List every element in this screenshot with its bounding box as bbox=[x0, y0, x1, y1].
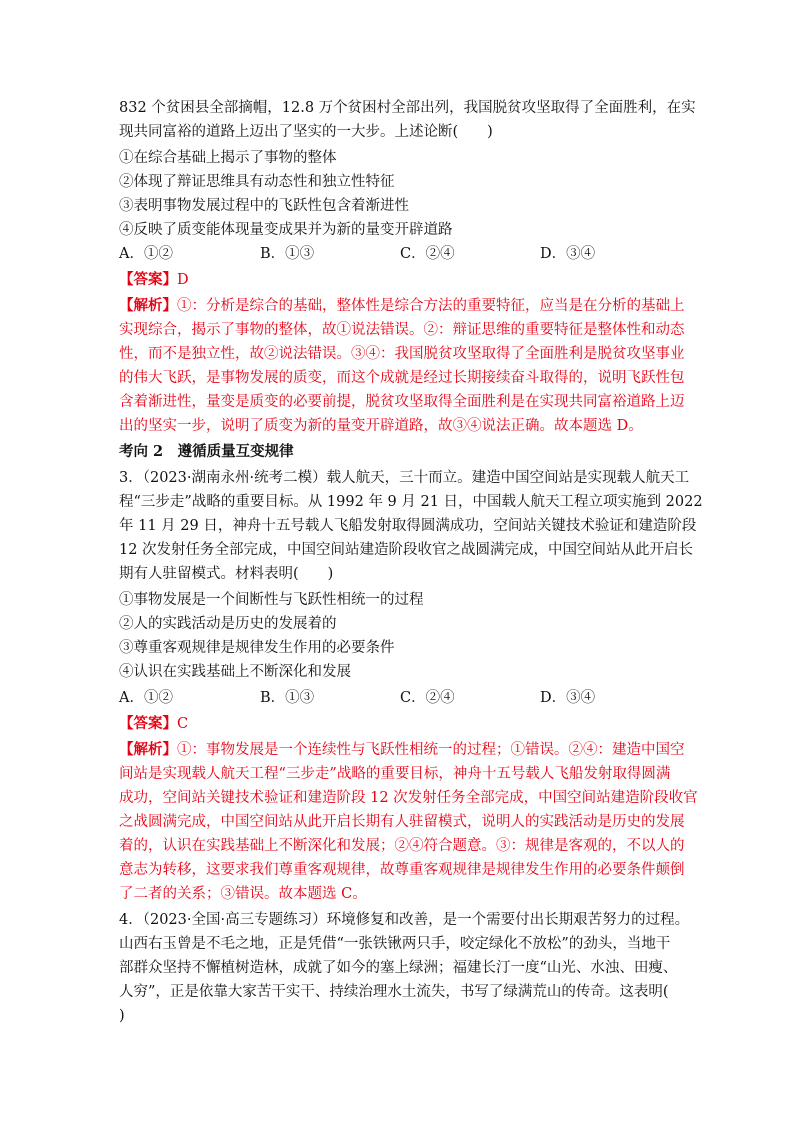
q3-item-1: ①事物发展是一个间断性与飞跃性相统一的过程 bbox=[119, 592, 424, 608]
q2-analysis-line-5: 含着渐进性，量变是质变的必要前提，脱贫攻坚取得全面胜利是在实现共同富裕道路上迈 bbox=[119, 394, 685, 410]
q3-option-a: A．①② bbox=[119, 690, 173, 706]
q2-answer-value: D bbox=[177, 272, 189, 288]
q3-answer-value: C bbox=[177, 716, 189, 732]
q2-option-c: C．②④ bbox=[400, 246, 455, 262]
q3-option-d: D．③④ bbox=[540, 690, 596, 706]
q4-stem-line-3: 部群众坚持不懈植树造林，成就了如今的塞上绿洲；福建长汀一度“山光、水浊、田瘦、 bbox=[119, 960, 678, 976]
q2-analysis-line-3: 性，而不是独立性，故②说法错误。③④：我国脱贫攻坚取得了全面胜利是脱贫攻坚事业 bbox=[119, 346, 685, 362]
q3-item-2: ②人的实践活动是历史的发展着的 bbox=[119, 616, 337, 632]
section-heading: 考向 2 遵循质量互变规律 bbox=[119, 443, 294, 460]
q2-answer bbox=[119, 270, 189, 290]
q2-analysis-text-1: ①：分析是综合的基础，整体性是综合方法的重要特征，应当是在分析的基础上 bbox=[177, 298, 685, 314]
q2-analysis-line-2: 实现综合，揭示了事物的整体，故①说法错误。②：辩证思维的重要特征是整体性和动态 bbox=[119, 322, 685, 338]
q2-item-2: ②体现了辩证思维具有动态性和独立性特征 bbox=[119, 174, 395, 190]
q2-analysis-line-6: 出的坚实一步，说明了质变为新的量变开辟道路，故③④说法正确。故本题选 D。 bbox=[119, 418, 643, 434]
q3-answer-tag: 【答案】 bbox=[119, 715, 177, 732]
q2-option-d: D．③④ bbox=[540, 246, 596, 262]
q2-option-b: B．①③ bbox=[260, 246, 315, 262]
q3-analysis-line-1 bbox=[119, 740, 685, 760]
q3-analysis-line-3: 成功，空间站关键技术验证和建造阶段 12 次发射任务全部完成，中国空间站建造阶段收官 bbox=[119, 790, 698, 806]
q2-item-1: ①在综合基础上揭示了事物的整体 bbox=[119, 150, 337, 166]
q3-item-3: ③尊重客观规律是规律发生作用的必要条件 bbox=[119, 640, 395, 656]
q4-stem-line-2: 山西右玉曾是不毛之地，正是凭借“一张铁锹两只手，咬定绿化不放松”的劲头，当地干 bbox=[119, 936, 671, 952]
q2-stem-line-1: 832 个贫困县全部摘帽，12.8 万个贫困村全部出列，我国脱贫攻坚取得了全面胜利，在实 bbox=[119, 100, 696, 116]
q2-stem-line-2: 现共同富裕的道路上迈出了坚实的一大步。上述论断( ) bbox=[119, 124, 493, 140]
q3-answer bbox=[119, 714, 188, 734]
q3-item-4: ④认识在实践基础上不断深化和发展 bbox=[119, 664, 351, 680]
q4-stem-line-5: ) bbox=[119, 1008, 125, 1024]
q3-analysis-line-7: 了二者的关系；③错误。故本题选 C。 bbox=[119, 886, 367, 902]
q3-option-b: B．①③ bbox=[260, 690, 315, 706]
q3-analysis-tag: 【解析】 bbox=[119, 741, 177, 758]
q3-stem-line-1: 3．（2023·湖南永州·统考二模）载人航天，三十而立。建造中国空间站是实现载人航天工 bbox=[119, 470, 690, 486]
q2-item-3: ③表明事物发展过程中的飞跃性包含着渐进性 bbox=[119, 198, 409, 214]
q3-options bbox=[119, 688, 683, 708]
q2-option-a: A．①② bbox=[119, 246, 173, 262]
q3-stem-line-5: 期有人驻留模式。材料表明( ) bbox=[119, 566, 334, 582]
q3-stem-line-3: 年 11 月 29 日，神舟十五号载人飞船发射取得圆满成功，空间站关键技术验证和建造阶段 bbox=[119, 518, 697, 534]
q2-analysis-line-4: 的伟大飞跃，是事物发展的质变，而这个成就是经过长期接续奋斗取得的，说明飞跃性包 bbox=[119, 370, 685, 386]
q2-item-4: ④反映了质变能体现量变成果并为新的量变开辟道路 bbox=[119, 222, 453, 238]
q4-stem-line-4: 人穷”，正是依靠大家苦干实干、持续治理水土流失，书写了绿满荒山的传奇。这表明( bbox=[119, 984, 669, 1000]
q3-analysis-line-6: 意志为转移，这要求我们尊重客观规律，故尊重客观规律是规律发生作用的必要条件颠倒 bbox=[119, 862, 685, 878]
q3-analysis-line-4: 之战圆满完成，中国空间站从此开启长期有人驻留模式，说明人的实践活动是历史的发展 bbox=[119, 814, 685, 830]
q3-stem-line-2: 程“三步走”战略的重要目标。从 1992 年 9 月 21 日，中国载人航天工程立项实施到 2022 bbox=[119, 494, 703, 510]
q3-analysis-text-1: ①：事物发展是一个连续性与飞跃性相统一的过程；①错误。②④：建造中国空 bbox=[177, 742, 685, 758]
q3-option-c: C．②④ bbox=[400, 690, 455, 706]
q3-analysis-line-5: 着的，认识在实践基础上不断深化和发展；②④符合题意。③：规律是客观的，不以人的 bbox=[119, 838, 685, 854]
q3-analysis-line-2: 间站是实现载人航天工程“三步走”战略的重要目标，神舟十五号载人飞船发射取得圆满 bbox=[119, 766, 671, 782]
q2-answer-tag: 【答案】 bbox=[119, 271, 177, 288]
q4-stem-line-1: 4．（2023·全国·高三专题练习）环境修复和改善，是一个需要付出长期艰苦努力的过程。 bbox=[119, 912, 690, 928]
q2-options bbox=[119, 244, 683, 264]
q2-analysis-tag: 【解析】 bbox=[119, 297, 177, 314]
q2-analysis-line-1 bbox=[119, 296, 685, 316]
q3-stem-line-4: 12 次发射任务全部完成，中国空间站建造阶段收官之战圆满完成，中国空间站从此开启长 bbox=[119, 542, 694, 558]
